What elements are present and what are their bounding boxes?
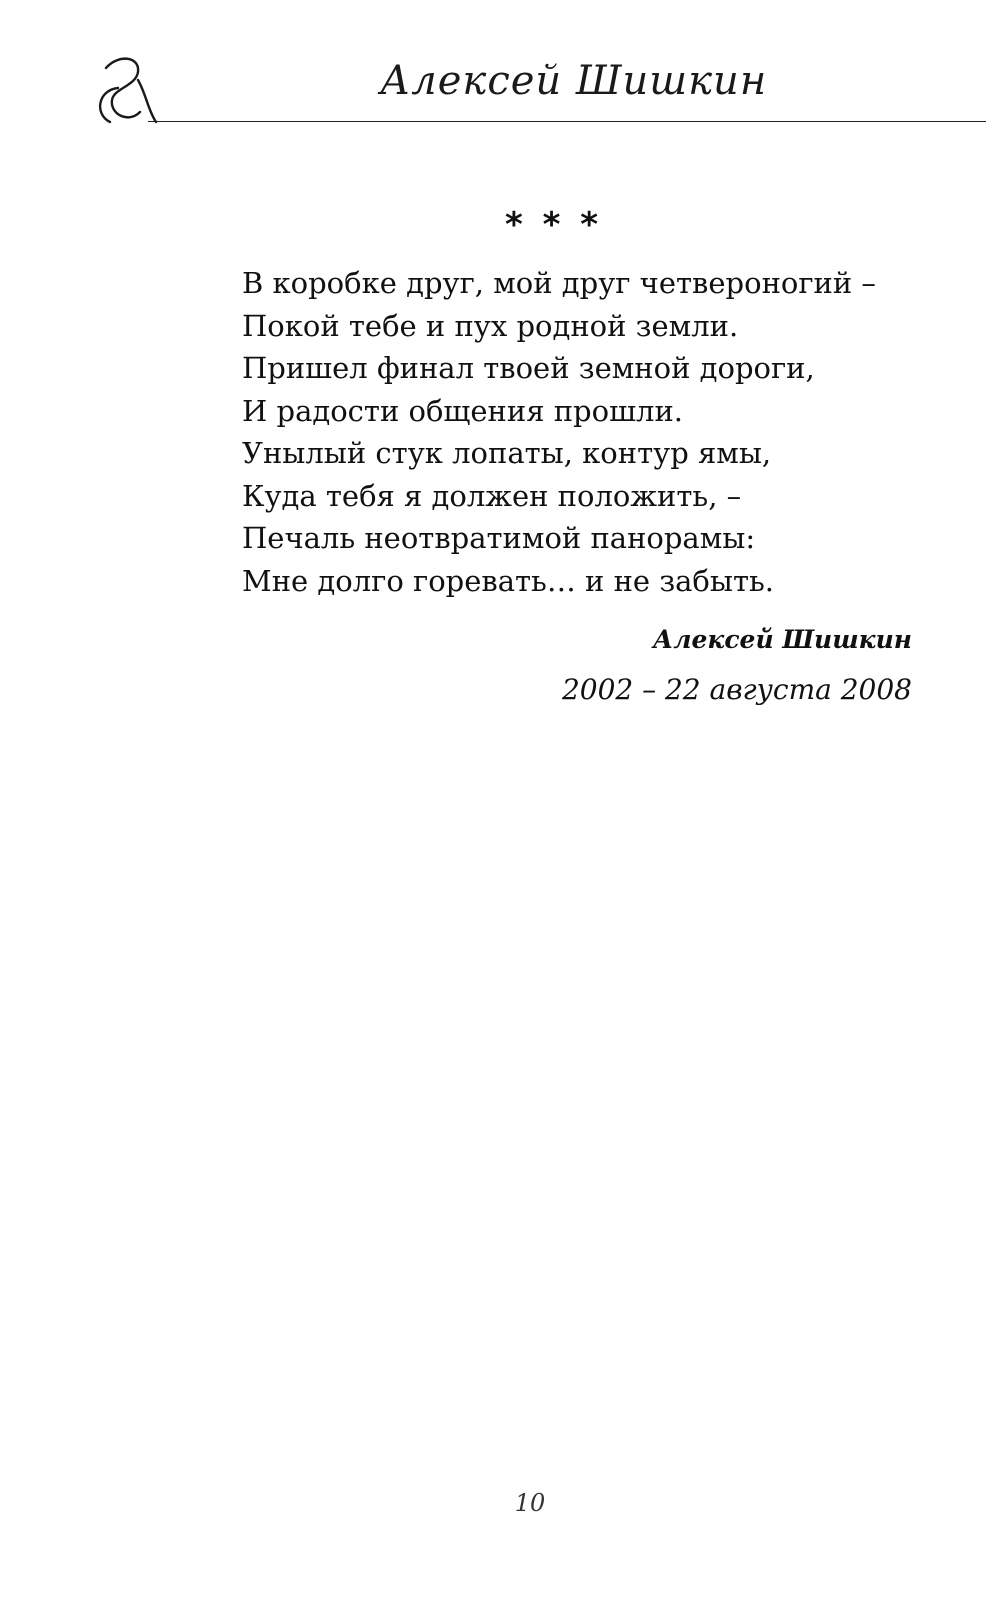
header-author-name: Алексей Шишкин xyxy=(380,58,768,104)
poem-line: И радости общения прошли. xyxy=(242,393,684,428)
poem-line: Покой тебе и пух родной земли. xyxy=(242,308,739,343)
poem-signature: Алексей Шишкин xyxy=(652,625,912,654)
poem-line: В коробке друг, мой друг четвероногий – xyxy=(242,266,876,300)
poem-line: Мне долго горевать… и не забыть. xyxy=(242,563,775,598)
poem-line: Пришел финал твоей земной дороги, xyxy=(242,351,815,385)
page-number: 10 xyxy=(514,1489,546,1517)
header-rule xyxy=(148,121,986,122)
poem-separator: * * * xyxy=(505,205,603,245)
calligraphic-flourish-icon xyxy=(88,50,158,130)
poem-line: Куда тебя я должен положить, – xyxy=(242,478,742,513)
poem-line: Унылый стук лопаты, контур ямы, xyxy=(242,436,772,470)
page-header xyxy=(0,0,1000,140)
poem-dates: 2002 – 22 августа 2008 xyxy=(561,673,912,706)
poem-body xyxy=(242,262,876,602)
poem-line: Печаль неотвратимой панорамы: xyxy=(242,521,756,555)
